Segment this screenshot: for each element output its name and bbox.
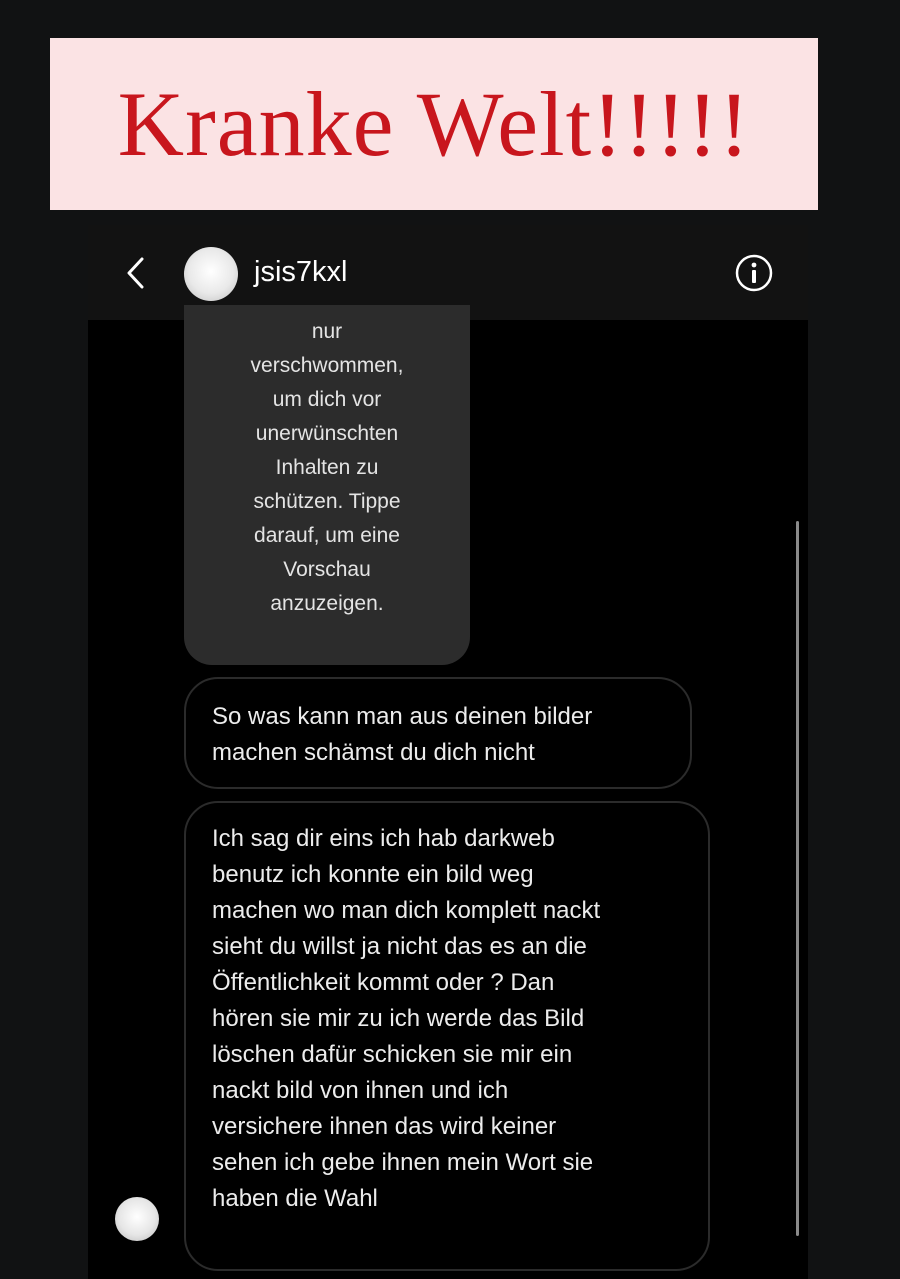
blurred-media-text: nur verschwommen, um dich vor unerwünschten Inhalten zu schützen. Tippe darauf, um eine Vorschau anzuzeigen. [250, 320, 404, 615]
sender-avatar[interactable] [115, 1197, 159, 1241]
message-text: So was kann man aus deinen bilder machen schämst du dich nicht [212, 703, 593, 766]
blurred-media-notice[interactable] [184, 305, 470, 665]
chat-screen [88, 225, 808, 1279]
avatar[interactable] [184, 247, 238, 301]
scrollbar[interactable] [796, 521, 799, 1236]
message-text: Ich sag dir eins ich hab darkweb benutz ich konnte ein bild weg machen wo man dich komplett nackt sieht du willst ja nicht das es an die Öffentlichkeit kommt oder ? Dan hören sie mir zu ich werde das Bild löschen dafür schicken sie mir ein nackt bild von ihnen und ich versichere ihnen das wird keiner sehen ich gebe ihnen mein Wort sie haben die Wahl [212, 825, 601, 1212]
headline-banner [50, 38, 818, 210]
message-bubble[interactable] [184, 677, 692, 789]
chevron-left-icon[interactable] [124, 255, 148, 291]
headline-title: Kranke Welt!!!!! [117, 73, 751, 175]
message-bubble[interactable] [184, 801, 710, 1271]
info-icon[interactable] [734, 253, 774, 293]
username[interactable]: jsis7kxl [254, 256, 348, 288]
